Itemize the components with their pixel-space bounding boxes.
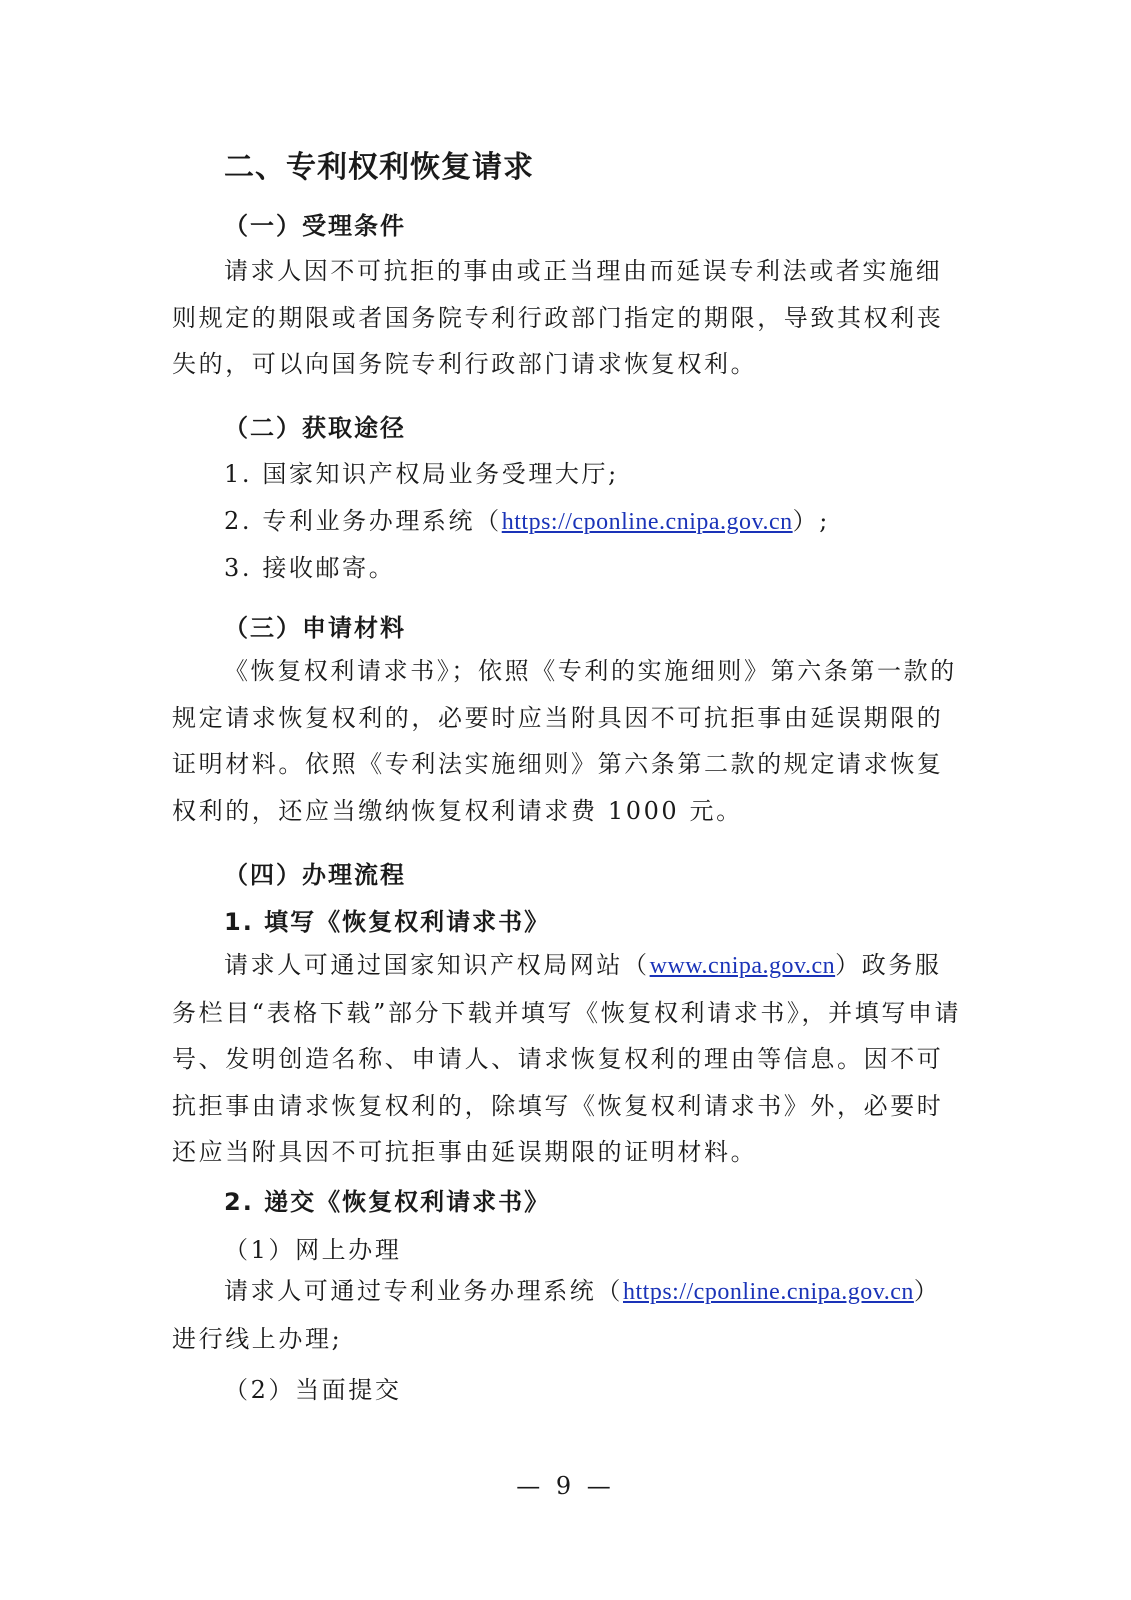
subsection-title-materials: （三）申请材料 xyxy=(224,614,406,642)
paragraph-materials: 《恢复权利请求书》；依照《专利的实施细则》第六条第一款的规定请求恢复权利的，必要时应当附具因不可抗拒事由延误期限的证明材料。依照《专利法实施细则》第六条第二款的规定请求恢复权利的，还应当缴纳恢复权利请求费 1000 元。 xyxy=(172,657,957,825)
paragraph-text: 请求人可通过专利业务办理系统（ xyxy=(224,1277,623,1305)
section-heading: 二、专利权利恢复请求 xyxy=(224,150,534,185)
subsection-title-process: （四）办理流程 xyxy=(224,861,406,889)
list-item-mail: 3. 接收邮寄。 xyxy=(224,554,396,582)
online-handling-label: （1）网上办理 xyxy=(224,1236,402,1264)
cponline-link-2[interactable]: https://cponline.cnipa.gov.cn xyxy=(623,1279,914,1305)
paragraph-fill-form xyxy=(172,942,962,1176)
list-item-hall: 1. 国家知识产权局业务受理大厅; xyxy=(224,460,619,488)
step-title-fill-form: 1. 填写《恢复权利请求书》 xyxy=(224,908,551,936)
paragraph-text: ）政务服务栏目“表格下载”部分下载并填写《恢复权利请求书》，并填写申请号、发明创造名称、申请人、请求恢复权利的理由等信息。因不可抗拒事由请求恢复权利的，除填写《恢复权利请求书》外，必要时还应当附具因不可抗拒事由延误期限的证明材料。 xyxy=(172,951,962,1166)
step-title-submit-form: 2. 递交《恢复权利请求书》 xyxy=(224,1188,551,1216)
paragraph-conditions: 请求人因不可抗拒的事由或正当理由而延误专利法或者实施细则规定的期限或者国务院专利行政部门指定的期限，导致其权利丧失的，可以向国务院专利行政部门请求恢复权利。 xyxy=(172,257,944,378)
page-number: — 9 — xyxy=(516,1472,615,1500)
list-item-text: ）; xyxy=(792,507,830,535)
cponline-link[interactable]: https://cponline.cnipa.gov.cn xyxy=(501,509,793,535)
paragraph-text: ）进行线上办理; xyxy=(172,1277,941,1353)
paragraph-text: 请求人可通过国家知识产权局网站（ xyxy=(224,951,650,979)
subsection-title-conditions: （一）受理条件 xyxy=(224,212,406,240)
subsection-title-access: （二）获取途径 xyxy=(224,414,406,442)
cnipa-website-link[interactable]: www.cnipa.gov.cn xyxy=(649,953,836,979)
inperson-handling-label: （2）当面提交 xyxy=(224,1376,402,1404)
list-item-text: 2. 专利业务办理系统（ xyxy=(224,507,502,535)
paragraph-online-handling xyxy=(172,1268,962,1362)
list-item-online-system xyxy=(224,501,830,536)
